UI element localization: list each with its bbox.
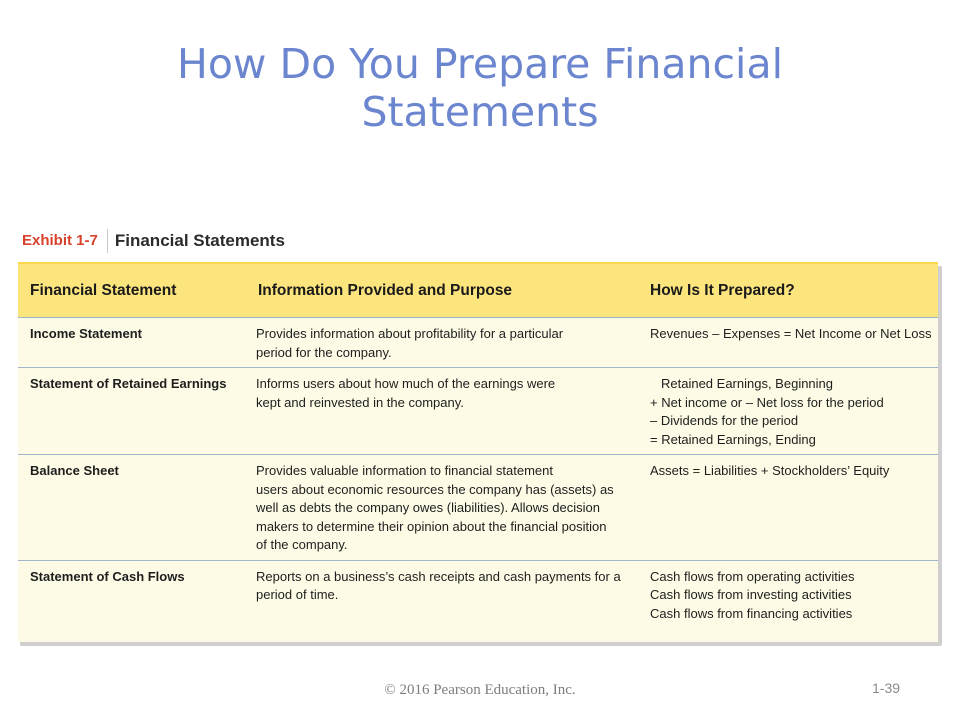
table-row [18, 455, 938, 561]
page-number: 1-39 [872, 680, 901, 696]
info-line: Provides information about profitability for a particular [256, 326, 564, 341]
prep-line: Cash flows from operating activities [650, 568, 855, 584]
exhibit-title: Financial Statements [114, 231, 285, 250]
statement-name: Balance Sheet [18, 455, 246, 561]
slide-title [0, 40, 960, 136]
table-header-row [18, 264, 938, 318]
statement-preparation [638, 455, 938, 561]
statement-name: Income Statement [18, 318, 246, 368]
statement-preparation [638, 318, 938, 368]
prep-line: Revenues – Expenses = Net Income or Net Loss [650, 326, 932, 341]
financial-statements-table-container [18, 262, 938, 642]
copyright-footer: © 2016 Pearson Education, Inc. [384, 682, 576, 698]
slide-title-line-2: Statements [361, 88, 599, 136]
table-row [18, 560, 938, 628]
statement-info [246, 455, 638, 561]
prep-line: – Dividends for the period [650, 413, 799, 428]
column-header-info: Information Provided and Purpose [246, 264, 638, 318]
column-header-preparation: How Is It Prepared? [638, 264, 938, 318]
exhibit-label: Exhibit 1-7 [22, 229, 108, 253]
info-line: users about economic resources the company has (assets) as [256, 481, 614, 497]
statement-info [246, 318, 638, 368]
statement-name: Statement of Cash Flows [18, 560, 246, 628]
info-line: Reports on a business’s cash receipts and cash payments for a [256, 568, 621, 584]
info-line: makers to determine their opinion about the financial position [256, 518, 607, 534]
prep-line: + Net income or – Net loss for the period [650, 394, 884, 410]
prep-line: Assets = Liabilities + Stockholders’ Equity [650, 463, 890, 478]
info-line: period of time. [256, 587, 339, 602]
prep-line: Cash flows from financing activities [650, 605, 853, 621]
prep-line: Cash flows from investing activities [650, 587, 852, 602]
table-row [18, 368, 938, 455]
info-line: Informs users about how much of the earnings were [256, 376, 556, 391]
slide-title-line-1: How Do You Prepare Financial [177, 40, 783, 88]
prep-line: = Retained Earnings, Ending [650, 431, 816, 447]
column-header-statement: Financial Statement [18, 264, 246, 318]
statement-preparation [638, 560, 938, 628]
info-line: well as debts the company owes (liabilities). Allows decision [256, 500, 600, 515]
statement-info [246, 368, 638, 455]
info-line: Provides valuable information to financial statement [256, 463, 553, 478]
exhibit-header [22, 228, 285, 254]
info-line: kept and reinvested in the company. [256, 394, 464, 410]
info-line: period for the company. [256, 344, 392, 360]
table-row [18, 318, 938, 368]
prep-line: Retained Earnings, Beginning [661, 376, 834, 391]
info-line: of the company. [256, 537, 348, 552]
statement-info [246, 560, 638, 628]
statement-name: Statement of Retained Earnings [18, 368, 246, 455]
statement-preparation [638, 368, 938, 455]
financial-statements-table [18, 264, 938, 628]
